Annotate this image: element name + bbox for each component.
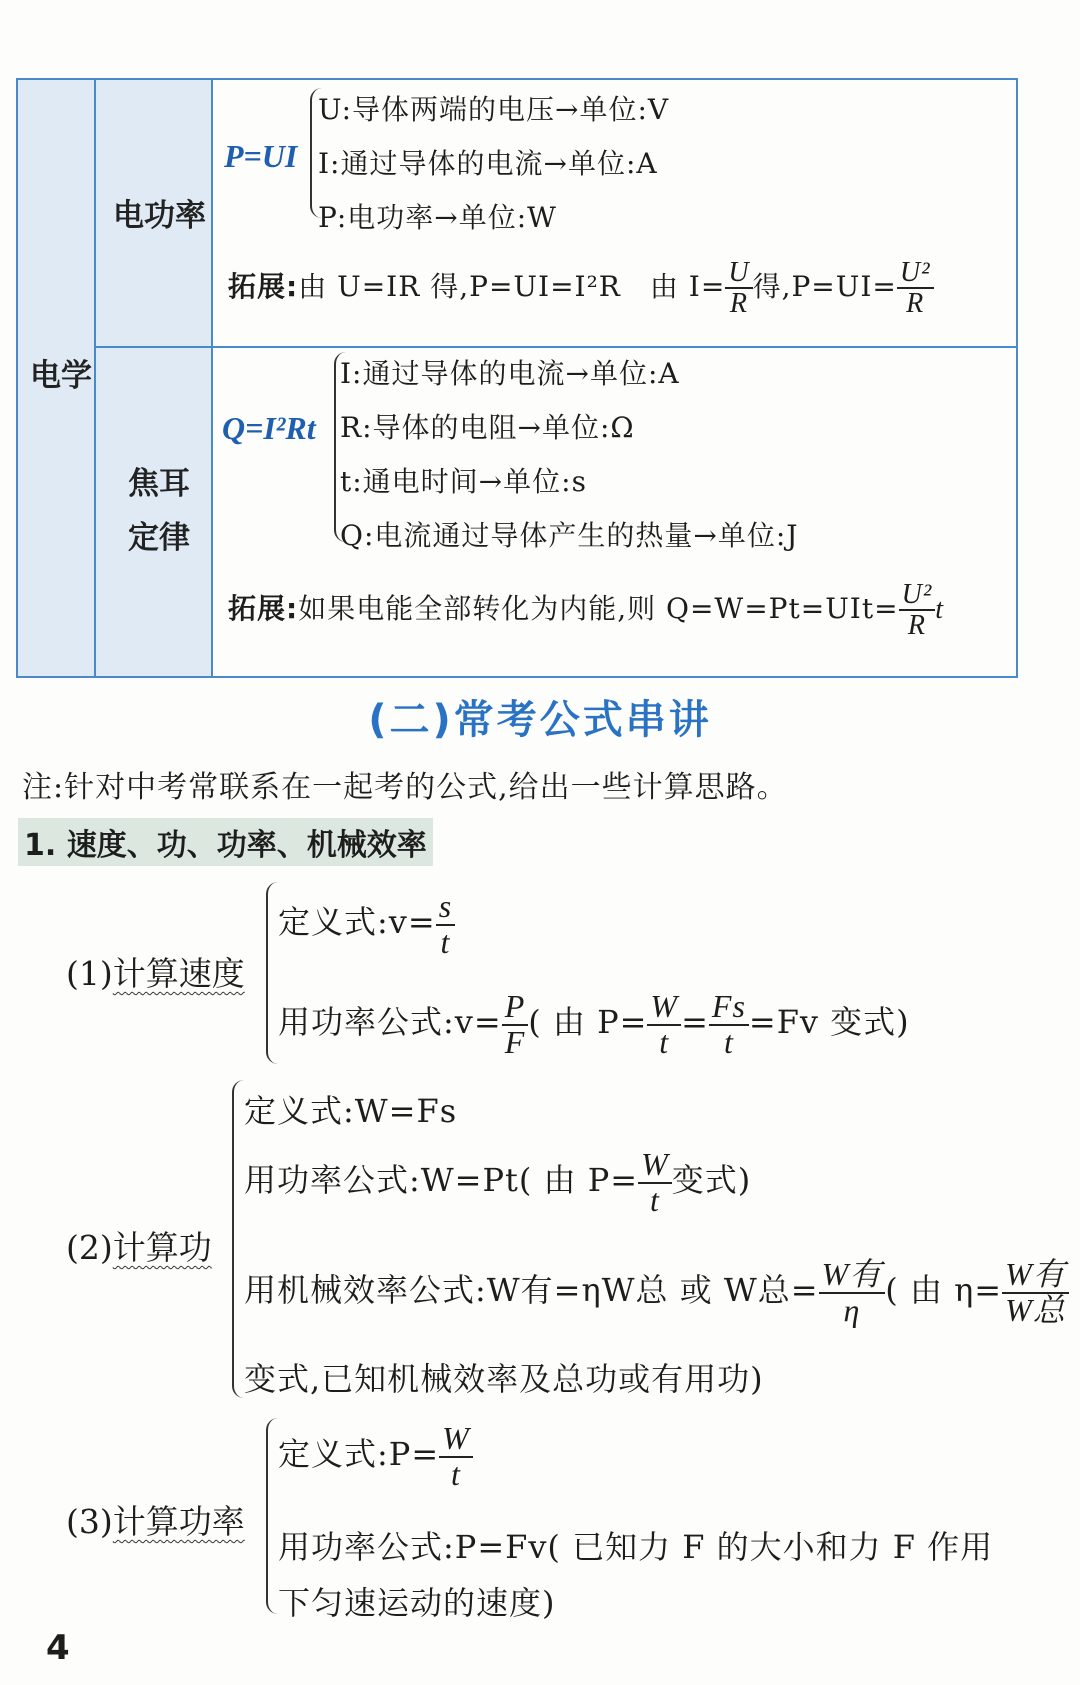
power-row-2: I:通过导体的电流→单位:A — [318, 147, 658, 180]
work-efficiency-formula: 用机械效率公式:W有=ηW总 或 W总= $\frac{\text{W有}}{\eta}$ ( 由 η= $\frac{\text{W有}}{\text{W总}}$ — [244, 1258, 1069, 1327]
brace — [266, 1418, 278, 1614]
joule-extension: 拓展:如果电能全部转化为内能,则 Q=W=Pt=UIt= $\frac{\text{U²}}{R}$ t — [228, 579, 944, 642]
joule-formula: Q=I²Rt — [222, 410, 316, 446]
topic-cell — [96, 80, 211, 676]
power-row-1: U:导体两端的电压→单位:V — [318, 93, 670, 126]
joule-row-3: t:通电时间→单位:s — [340, 465, 587, 498]
topic-joule-line1: 焦耳 — [128, 466, 190, 502]
joule-row-1: I:通过导体的电流→单位:A — [340, 357, 680, 390]
brace — [232, 1080, 244, 1398]
page-number: 4 — [46, 1628, 70, 1668]
speed-definition: 定义式:v= $\frac{s}{t}$ — [278, 890, 455, 959]
category-label: 电学 — [30, 358, 92, 394]
power-definition: 定义式:P= $\frac{W}{t}$ — [278, 1422, 473, 1491]
power-row-3: P:电功率→单位:W — [318, 201, 557, 234]
topic-joule-line2: 定律 — [128, 520, 190, 556]
work-power-formula: 用功率公式:W=Pt( 由 P= $\frac{W}{t}$ 变式) — [244, 1146, 752, 1218]
formula-table — [16, 78, 1018, 678]
power-formula-line2: 下匀速运动的速度) — [278, 1584, 556, 1622]
subheading: 1. 速度、功、功率、机械效率 — [18, 818, 433, 866]
item-power-label: (3)计算功率 — [66, 1502, 245, 1541]
topic-electric-power: 电功率 — [113, 198, 206, 234]
section-title: (二)常考公式串讲 — [368, 697, 712, 743]
item-work-label: (2)计算功 — [66, 1228, 212, 1267]
joule-row-4: Q:电流通过导体产生的热量→单位:J — [340, 519, 799, 552]
item-speed-label: (1)计算速度 — [66, 954, 245, 993]
note-text: 注:针对中考常联系在一起考的公式,给出一些计算思路。 — [22, 770, 788, 805]
brace — [266, 882, 278, 1064]
speed-power-formula: 用功率公式:v= $\frac{P}{F}$ ( 由 P= $\frac{W}{t}$ = $\frac{Fs}{t}$ =Fv 变式) — [278, 988, 910, 1060]
work-definition: 定义式:W=Fs — [244, 1092, 458, 1130]
joule-row-2: R:导体的电阻→单位:Ω — [340, 411, 635, 444]
power-formula-line1: 用功率公式:P=Fv( 已知力 F 的大小和力 F 作用 — [278, 1528, 994, 1566]
work-efficiency-note: 变式,已知机械效率及总功或有用功) — [244, 1360, 764, 1398]
power-formula: P=UI — [224, 138, 298, 174]
power-extension: 拓展:由 U=IR 得,P=UI=I²R 由 I= $\frac{U}{R}$ 得,P=UI= $\frac{\text{U²}}{R}$ — [228, 258, 934, 319]
